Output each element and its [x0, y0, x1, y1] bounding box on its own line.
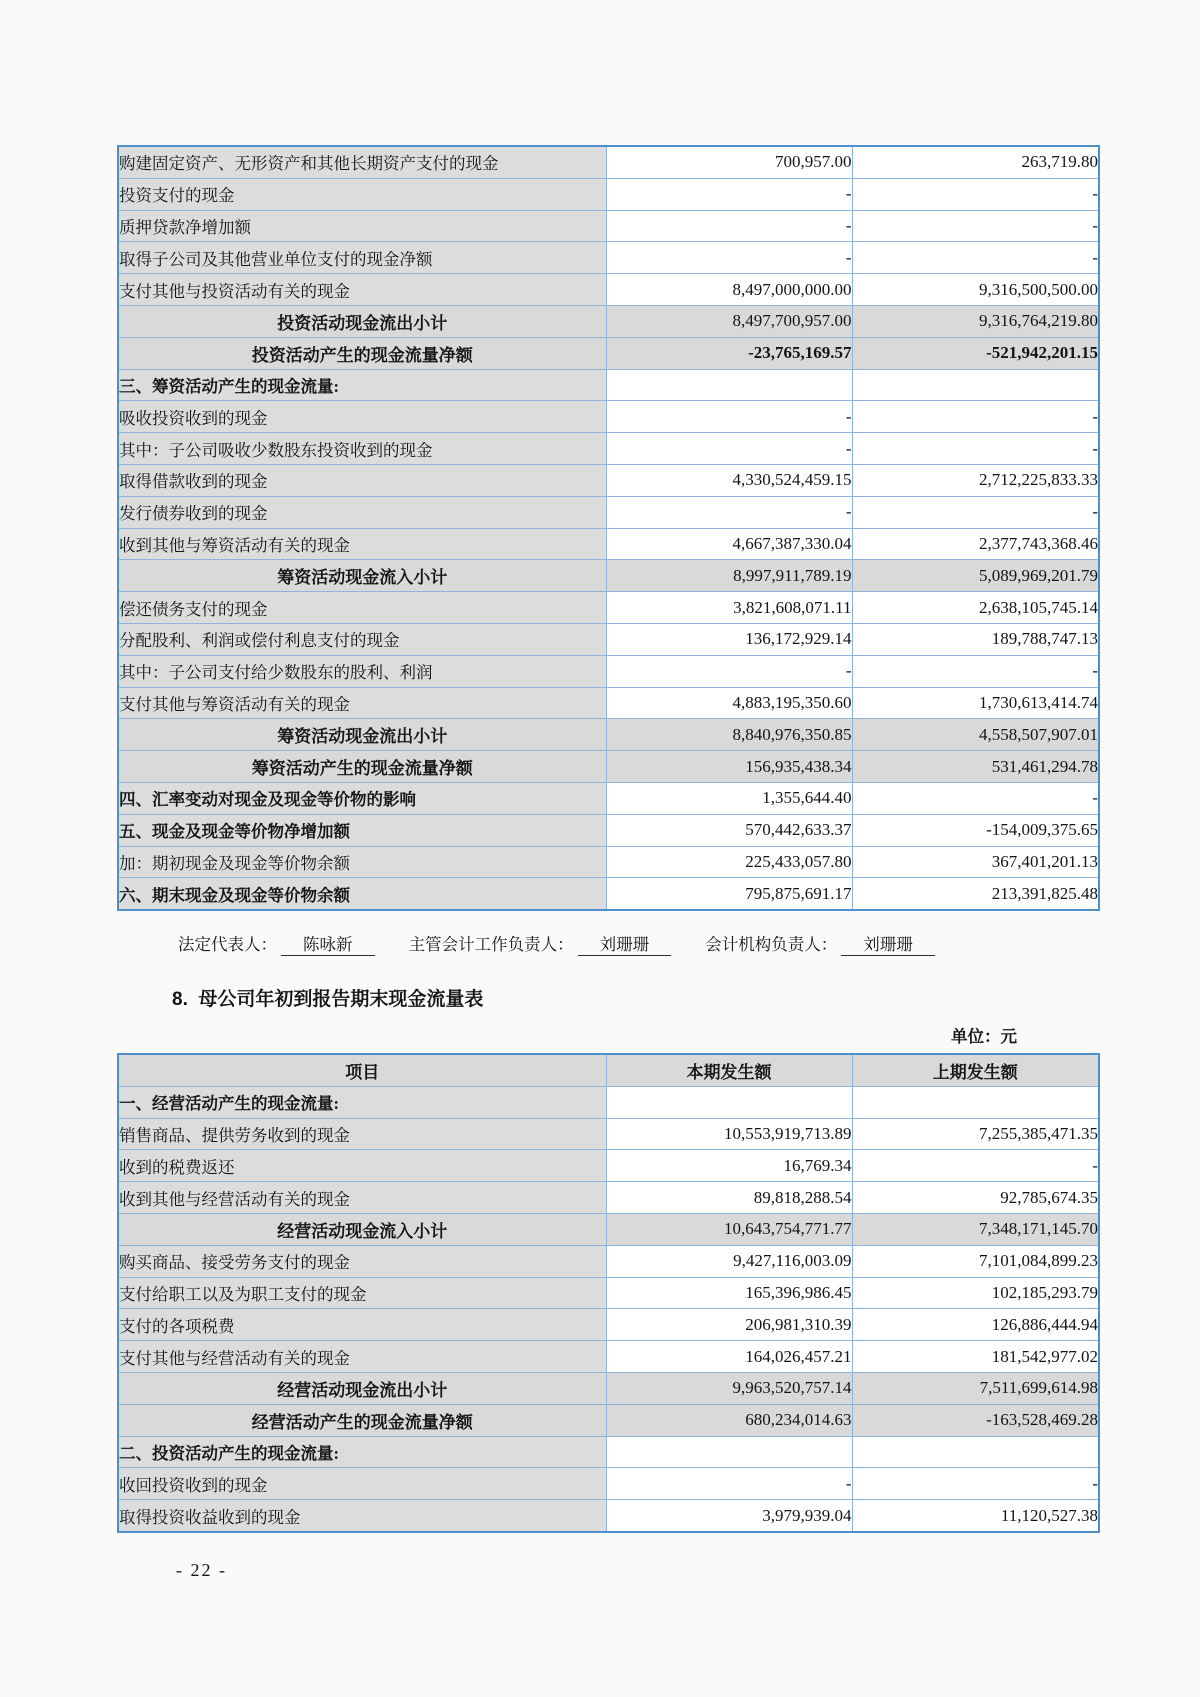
current-period-value-cell: - [606, 178, 852, 210]
current-period-value-cell: 795,875,691.17 [606, 878, 852, 910]
item-label-cell: 销售商品、提供劳务收到的现金 [118, 1118, 606, 1150]
prior-period-value-cell: - [852, 655, 1099, 687]
item-label-cell: 购建固定资产、无形资产和其他长期资产支付的现金 [118, 146, 606, 178]
prior-period-value-cell: - [852, 782, 1099, 814]
current-period-value-cell: 156,935,438.34 [606, 751, 852, 783]
table-row [118, 1341, 1099, 1373]
item-label-cell: 加：期初现金及现金等价物余额 [118, 846, 606, 878]
item-label-cell: 投资活动产生的现金流量净额 [118, 337, 606, 369]
table-row [118, 464, 1099, 496]
table-row [118, 369, 1099, 401]
table-row [118, 623, 1099, 655]
item-label-cell: 质押贷款净增加额 [118, 210, 606, 242]
table-row [118, 592, 1099, 624]
prior-period-value-cell: 2,712,225,833.33 [852, 464, 1099, 496]
item-label-cell: 支付的各项税费 [118, 1309, 606, 1341]
table-row [118, 1436, 1099, 1468]
table-row [118, 1277, 1099, 1309]
current-period-value-cell: 136,172,929.14 [606, 623, 852, 655]
current-period-value-cell: 89,818,288.54 [606, 1182, 852, 1214]
prior-period-value-cell: 9,316,500,500.00 [852, 274, 1099, 306]
prior-period-value-cell: 92,785,674.35 [852, 1182, 1099, 1214]
item-label-cell: 支付其他与投资活动有关的现金 [118, 274, 606, 306]
prior-period-value-cell: 2,638,105,745.14 [852, 592, 1099, 624]
current-period-value-cell: 3,979,939.04 [606, 1500, 852, 1532]
column-header: 上期发生额 [852, 1054, 1099, 1086]
item-label-cell: 取得借款收到的现金 [118, 464, 606, 496]
table-row [118, 878, 1099, 910]
prior-period-value-cell: - [852, 1150, 1099, 1182]
item-label-cell: 支付其他与筹资活动有关的现金 [118, 687, 606, 719]
item-label-cell: 二、投资活动产生的现金流量: [118, 1436, 606, 1468]
item-label-cell: 购买商品、接受劳务支付的现金 [118, 1245, 606, 1277]
item-label-cell: 筹资活动产生的现金流量净额 [118, 751, 606, 783]
prior-period-value-cell: 263,719.80 [852, 146, 1099, 178]
item-label-cell: 收到其他与筹资活动有关的现金 [118, 528, 606, 560]
table-row [118, 719, 1099, 751]
prior-period-value-cell: - [852, 401, 1099, 433]
prior-period-value-cell: - [852, 433, 1099, 465]
prior-period-value-cell: - [852, 178, 1099, 210]
prior-period-value-cell: 9,316,764,219.80 [852, 305, 1099, 337]
item-label-cell: 吸收投资收到的现金 [118, 401, 606, 433]
current-period-value-cell [606, 1436, 852, 1468]
current-period-value-cell: - [606, 401, 852, 433]
parent-company-cash-flow-table [117, 1053, 1100, 1533]
current-period-value-cell: 8,497,000,000.00 [606, 274, 852, 306]
prior-period-value-cell: 102,185,293.79 [852, 1277, 1099, 1309]
prior-period-value-cell: - [852, 210, 1099, 242]
table-row [118, 1468, 1099, 1500]
prior-period-value-cell: 367,401,201.13 [852, 846, 1099, 878]
table-row [118, 1245, 1099, 1277]
table-row [118, 178, 1099, 210]
table-row [118, 433, 1099, 465]
table-row [118, 337, 1099, 369]
prior-period-value-cell: 126,886,444.94 [852, 1309, 1099, 1341]
item-label-cell: 支付给职工以及为职工支付的现金 [118, 1277, 606, 1309]
item-label-cell: 取得投资收益收到的现金 [118, 1500, 606, 1532]
item-label-cell: 其中：子公司吸收少数股东投资收到的现金 [118, 433, 606, 465]
table-row [118, 146, 1099, 178]
prior-period-value-cell: 7,255,385,471.35 [852, 1118, 1099, 1150]
current-period-value-cell: - [606, 496, 852, 528]
prior-period-value-cell: 1,730,613,414.74 [852, 687, 1099, 719]
prior-period-value-cell: 7,348,171,145.70 [852, 1213, 1099, 1245]
legal-representative-name: 陈咏新 [281, 931, 375, 956]
item-label-cell: 筹资活动现金流入小计 [118, 560, 606, 592]
prior-period-value-cell: 4,558,507,907.01 [852, 719, 1099, 751]
current-period-value-cell: 10,553,919,713.89 [606, 1118, 852, 1150]
table-row [118, 1309, 1099, 1341]
item-label-cell: 筹资活动现金流出小计 [118, 719, 606, 751]
table-row [118, 242, 1099, 274]
chief-accountant-name: 刘珊珊 [578, 931, 672, 956]
item-label-cell: 六、期末现金及现金等价物余额 [118, 878, 606, 910]
prior-period-value-cell [852, 369, 1099, 401]
table-row [118, 1118, 1099, 1150]
item-label-cell: 支付其他与经营活动有关的现金 [118, 1341, 606, 1373]
column-header: 项目 [118, 1054, 606, 1086]
chief-accountant [409, 935, 672, 954]
current-period-value-cell: - [606, 1468, 852, 1500]
current-period-value-cell: - [606, 210, 852, 242]
table-row [118, 274, 1099, 306]
current-period-value-cell: 3,821,608,071.11 [606, 592, 852, 624]
current-period-value-cell: 9,963,520,757.14 [606, 1372, 852, 1404]
table-row [118, 1182, 1099, 1214]
table-row [118, 528, 1099, 560]
column-header: 本期发生额 [606, 1054, 852, 1086]
item-label-cell: 收到其他与经营活动有关的现金 [118, 1182, 606, 1214]
table-row [118, 1086, 1099, 1118]
item-label-cell: 其中：子公司支付给少数股东的股利、利润 [118, 655, 606, 687]
item-label-cell: 一、经营活动产生的现金流量: [118, 1086, 606, 1118]
current-period-value-cell: 4,667,387,330.04 [606, 528, 852, 560]
current-period-value-cell: - [606, 433, 852, 465]
prior-period-value-cell: - [852, 496, 1099, 528]
current-period-value-cell: 225,433,057.80 [606, 846, 852, 878]
current-period-value-cell: 9,427,116,003.09 [606, 1245, 852, 1277]
prior-period-value-cell [852, 1086, 1099, 1118]
table-row [118, 496, 1099, 528]
accounting-department-head [705, 935, 935, 954]
current-period-value-cell [606, 1086, 852, 1118]
table-row [118, 1404, 1099, 1436]
current-period-value-cell: 570,442,633.37 [606, 814, 852, 846]
item-label-cell: 取得子公司及其他营业单位支付的现金净额 [118, 242, 606, 274]
current-period-value-cell: 8,497,700,957.00 [606, 305, 852, 337]
section-heading: 8. 母公司年初到报告期末现金流量表 [172, 989, 484, 1010]
current-period-value-cell: 680,234,014.63 [606, 1404, 852, 1436]
current-period-value-cell: 4,330,524,459.15 [606, 464, 852, 496]
item-label-cell: 发行债券收到的现金 [118, 496, 606, 528]
table-row [118, 751, 1099, 783]
prior-period-value-cell: -154,009,375.65 [852, 814, 1099, 846]
table-row [118, 305, 1099, 337]
chief-accountant-label: 主管会计工作负责人： [408, 935, 574, 954]
signature-line [178, 931, 965, 956]
accounting-department-head-label: 会计机构负责人： [705, 935, 838, 954]
prior-period-value-cell: 11,120,527.38 [852, 1500, 1099, 1532]
current-period-value-cell: 164,026,457.21 [606, 1341, 852, 1373]
table-row [118, 560, 1099, 592]
table-row [118, 1500, 1099, 1532]
table-row [118, 782, 1099, 814]
prior-period-value-cell: 2,377,743,368.46 [852, 528, 1099, 560]
current-period-value-cell: 1,355,644.40 [606, 782, 852, 814]
table-row [118, 1372, 1099, 1404]
table-row [118, 687, 1099, 719]
item-label-cell: 偿还债务支付的现金 [118, 592, 606, 624]
current-period-value-cell: -23,765,169.57 [606, 337, 852, 369]
current-period-value-cell: 16,769.34 [606, 1150, 852, 1182]
current-period-value-cell: - [606, 242, 852, 274]
prior-period-value-cell: - [852, 242, 1099, 274]
item-label-cell: 经营活动现金流出小计 [118, 1372, 606, 1404]
page-number: - 22 - [176, 1560, 227, 1580]
table-row [118, 814, 1099, 846]
current-period-value-cell: 10,643,754,771.77 [606, 1213, 852, 1245]
current-period-value-cell [606, 369, 852, 401]
item-label-cell: 收到的税费返还 [118, 1150, 606, 1182]
table-row [118, 1213, 1099, 1245]
table-row [118, 210, 1099, 242]
table-row [118, 846, 1099, 878]
table-row [118, 655, 1099, 687]
accounting-department-head-name: 刘珊珊 [841, 931, 935, 956]
unit-label: 单位：元 [951, 1027, 1017, 1046]
table-row [118, 401, 1099, 433]
prior-period-value-cell: 189,788,747.13 [852, 623, 1099, 655]
item-label-cell: 收回投资收到的现金 [118, 1468, 606, 1500]
item-label-cell: 分配股利、利润或偿付利息支付的现金 [118, 623, 606, 655]
prior-period-value-cell: -163,528,469.28 [852, 1404, 1099, 1436]
item-label-cell: 四、汇率变动对现金及现金等价物的影响 [118, 782, 606, 814]
prior-period-value-cell: 7,511,699,614.98 [852, 1372, 1099, 1404]
current-period-value-cell: 8,997,911,789.19 [606, 560, 852, 592]
table-row [118, 1150, 1099, 1182]
prior-period-value-cell: 181,542,977.02 [852, 1341, 1099, 1373]
item-label-cell: 五、现金及现金等价物净增加额 [118, 814, 606, 846]
legal-representative-label: 法定代表人： [178, 935, 277, 954]
prior-period-value-cell: 5,089,969,201.79 [852, 560, 1099, 592]
current-period-value-cell: 206,981,310.39 [606, 1309, 852, 1341]
item-label-cell: 投资支付的现金 [118, 178, 606, 210]
prior-period-value-cell: 213,391,825.48 [852, 878, 1099, 910]
current-period-value-cell: 4,883,195,350.60 [606, 687, 852, 719]
prior-period-value-cell: 7,101,084,899.23 [852, 1245, 1099, 1277]
table-header-row [118, 1054, 1099, 1086]
item-label-cell: 投资活动现金流出小计 [118, 305, 606, 337]
current-period-value-cell: - [606, 655, 852, 687]
current-period-value-cell: 700,957.00 [606, 146, 852, 178]
prior-period-value-cell [852, 1436, 1099, 1468]
item-label-cell: 经营活动现金流入小计 [118, 1213, 606, 1245]
item-label-cell: 三、筹资活动产生的现金流量: [118, 369, 606, 401]
legal-representative [178, 935, 375, 954]
prior-period-value-cell: - [852, 1468, 1099, 1500]
current-period-value-cell: 165,396,986.45 [606, 1277, 852, 1309]
consolidated-cash-flow-table-continued [117, 145, 1100, 911]
current-period-value-cell: 8,840,976,350.85 [606, 719, 852, 751]
prior-period-value-cell: 531,461,294.78 [852, 751, 1099, 783]
item-label-cell: 经营活动产生的现金流量净额 [118, 1404, 606, 1436]
prior-period-value-cell: -521,942,201.15 [852, 337, 1099, 369]
